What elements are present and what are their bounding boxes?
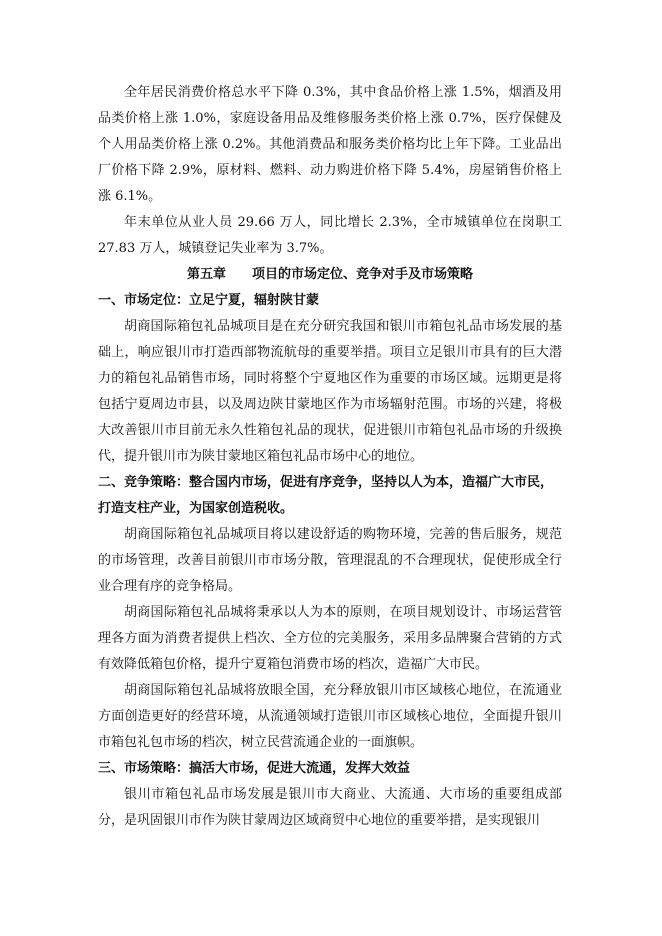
paragraph-competition-2: 胡商国际箱包礼品城将秉承以人为本的原则，在项目规划设计、市场运营管理各方面为消费者提供上档次、全方位的完美服务，采用多品牌聚合营销的方式有效降低箱包价格，提升宁夏箱包消费市场的档次，造福广大市民。	[98, 605, 562, 672]
section-heading-market-strategy: 三、市场策略：搞活大市场，促进大流通，发挥大效益	[98, 761, 411, 776]
paragraph-competition-1: 胡商国际箱包礼品城项目将以建设舒适的购物环境，完善的售后服务，规范的市场管理，改善目前银川市市场分散，管理混乱的不合理现状，促使形成全行业合理有序的竞争格局。	[98, 527, 562, 594]
chapter-title: 第五章 项目的市场定位、竞争对手及市场策略	[186, 267, 473, 282]
document-body	[98, 80, 562, 834]
paragraph-market-positioning: 胡商国际箱包礼品城项目是在充分研究我国和银川市箱包礼品市场发展的基础上，响应银川市打造西部物流航母的重要举措。项目立足银川市具有的巨大潜力的箱包礼品销售市场，同时将整个宁夏地区作为重要的市场区域。远期更是将包括宁夏周边市县，以及周边陕甘蒙地区作为市场辐射范围。市场的兴建，将极大改善银川市目前无永久性箱包礼品的现状，促进银川市箱包礼品市场的升级换代，提升银川市为陕甘蒙地区箱包礼品市场中心的地位。	[98, 319, 562, 464]
paragraph-employment: 年末单位从业人员 29.66 万人，同比增长 2.3%，全市城镇单位在岗职工 27.83 万人，城镇登记失业率为 3.7%。	[98, 215, 562, 256]
section-heading-market-positioning: 一、市场定位：立足宁夏，辐射陕甘蒙	[98, 293, 320, 308]
paragraph-market-strategy: 银川市箱包礼品市场发展是银川市大商业、大流通、大市场的重要组成部分，是巩固银川市作为陕甘蒙周边区域商贸中心地位的重要举措，是实现银川	[98, 787, 562, 828]
section-heading-competition-strategy: 二、竞争策略：整合国内市场，促进有序竞争，坚持以人为本，造福广大市民，打造支柱产业，为国家创造税收。	[98, 475, 554, 516]
paragraph-competition-3: 胡商国际箱包礼品城将放眼全国，充分释放银川市区域核心地位，在流通业方面创造更好的经营环境，从流通领域打造银川市区域核心地位，全面提升银川市箱包礼包市场的档次，树立民营流通企业的一面旗帜。	[98, 683, 562, 750]
paragraph-consumer-prices: 全年居民消费价格总水平下降 0.3%，其中食品价格上涨 1.5%，烟酒及用品类价格上涨 1.0%，家庭设备用品及维修服务类价格上涨 0.7%，医疗保健及个人用品类价格上涨 0.2%。其他消费品和服务类价格均比上年下降。工业品出厂价格下降 2.9%，原材料、燃料、动力购进价格下降 5.4%，房屋销售价格上涨 6.1%。	[98, 85, 562, 204]
